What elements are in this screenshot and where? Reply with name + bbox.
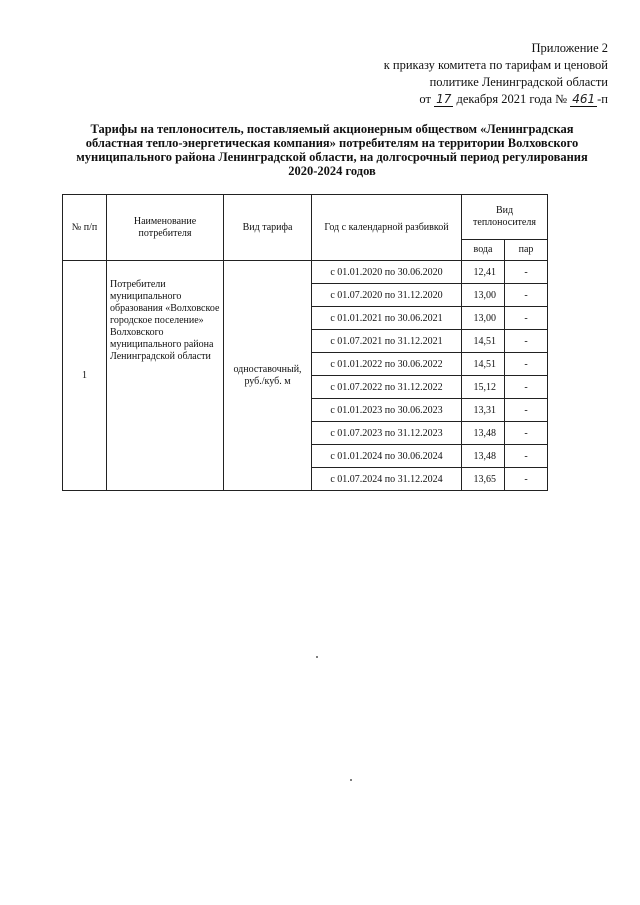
period-cell: с 01.01.2022 по 30.06.2022 xyxy=(312,353,462,376)
water-value: 13,48 xyxy=(462,445,505,468)
tariff-table xyxy=(62,194,548,491)
period-cell: с 01.07.2023 по 31.12.2023 xyxy=(312,422,462,445)
order-reference: к приказу комитета по тарифам и ценовой xyxy=(383,58,608,72)
steam-value: - xyxy=(505,445,548,468)
appendix-header xyxy=(348,40,608,108)
committee-policy: политике Ленинградской области xyxy=(429,75,608,89)
water-value: 12,41 xyxy=(462,261,505,284)
header-consumer: Наименование потребителя xyxy=(107,195,224,261)
header-steam: пар xyxy=(505,240,548,261)
steam-value: - xyxy=(505,284,548,307)
period-cell: с 01.07.2020 по 31.12.2020 xyxy=(312,284,462,307)
water-value: 13,00 xyxy=(462,284,505,307)
water-value: 14,51 xyxy=(462,353,505,376)
date-prefix: от xyxy=(419,92,431,106)
handwritten-order-number: 461 xyxy=(572,92,596,106)
water-value: 15,12 xyxy=(462,376,505,399)
date-middle: декабря 2021 года № xyxy=(456,92,568,106)
period-cell: с 01.07.2024 по 31.12.2024 xyxy=(312,468,462,491)
period-cell: с 01.07.2021 по 31.12.2021 xyxy=(312,330,462,353)
water-value: 13,00 xyxy=(462,307,505,330)
document-title xyxy=(62,122,602,178)
title-line-1: Тарифы на теплоноситель, поставляемый акционерным обществом «Ленинградская xyxy=(90,122,574,136)
consumer-name: Потребители муниципального образования «Волховское городское поселение» Волховского муниципального района Ленинградской области xyxy=(107,261,224,491)
header-tariff-type: Вид тарифа xyxy=(224,195,312,261)
tariff-type: одноставочный, руб./куб. м xyxy=(224,261,312,491)
water-value: 13,31 xyxy=(462,399,505,422)
steam-value: - xyxy=(505,468,548,491)
steam-value: - xyxy=(505,307,548,330)
steam-value: - xyxy=(505,399,548,422)
period-cell: с 01.07.2022 по 31.12.2022 xyxy=(312,376,462,399)
appendix-title: Приложение 2 xyxy=(531,41,608,55)
row-number: 1 xyxy=(63,261,107,491)
water-value: 14,51 xyxy=(462,330,505,353)
period-cell: с 01.01.2021 по 30.06.2021 xyxy=(312,307,462,330)
table-row xyxy=(63,261,548,284)
title-line-2: областная тепло-энергетическая компания» потребителям на территории Волховского xyxy=(85,136,579,150)
scan-speck xyxy=(350,779,352,781)
water-value: 13,48 xyxy=(462,422,505,445)
order-date-line xyxy=(348,91,608,108)
header-carrier-type: Вид теплоносителя xyxy=(462,195,548,240)
steam-value: - xyxy=(505,261,548,284)
period-cell: с 01.01.2024 по 30.06.2024 xyxy=(312,445,462,468)
header-period: Год с календарной разбивкой xyxy=(312,195,462,261)
steam-value: - xyxy=(505,422,548,445)
handwritten-day: 17 xyxy=(436,92,452,106)
steam-value: - xyxy=(505,330,548,353)
water-value: 13,65 xyxy=(462,468,505,491)
title-line-3: муниципального района Ленинградской области, на долгосрочный период регулирования xyxy=(76,150,588,164)
period-cell: с 01.01.2020 по 30.06.2020 xyxy=(312,261,462,284)
steam-value: - xyxy=(505,353,548,376)
scan-speck xyxy=(316,656,318,658)
period-cell: с 01.01.2023 по 30.06.2023 xyxy=(312,399,462,422)
header-water: вода xyxy=(462,240,505,261)
date-suffix: -п xyxy=(597,92,608,106)
title-line-4: 2020-2024 годов xyxy=(288,164,376,178)
header-number: № п/п xyxy=(63,195,107,261)
steam-value: - xyxy=(505,376,548,399)
